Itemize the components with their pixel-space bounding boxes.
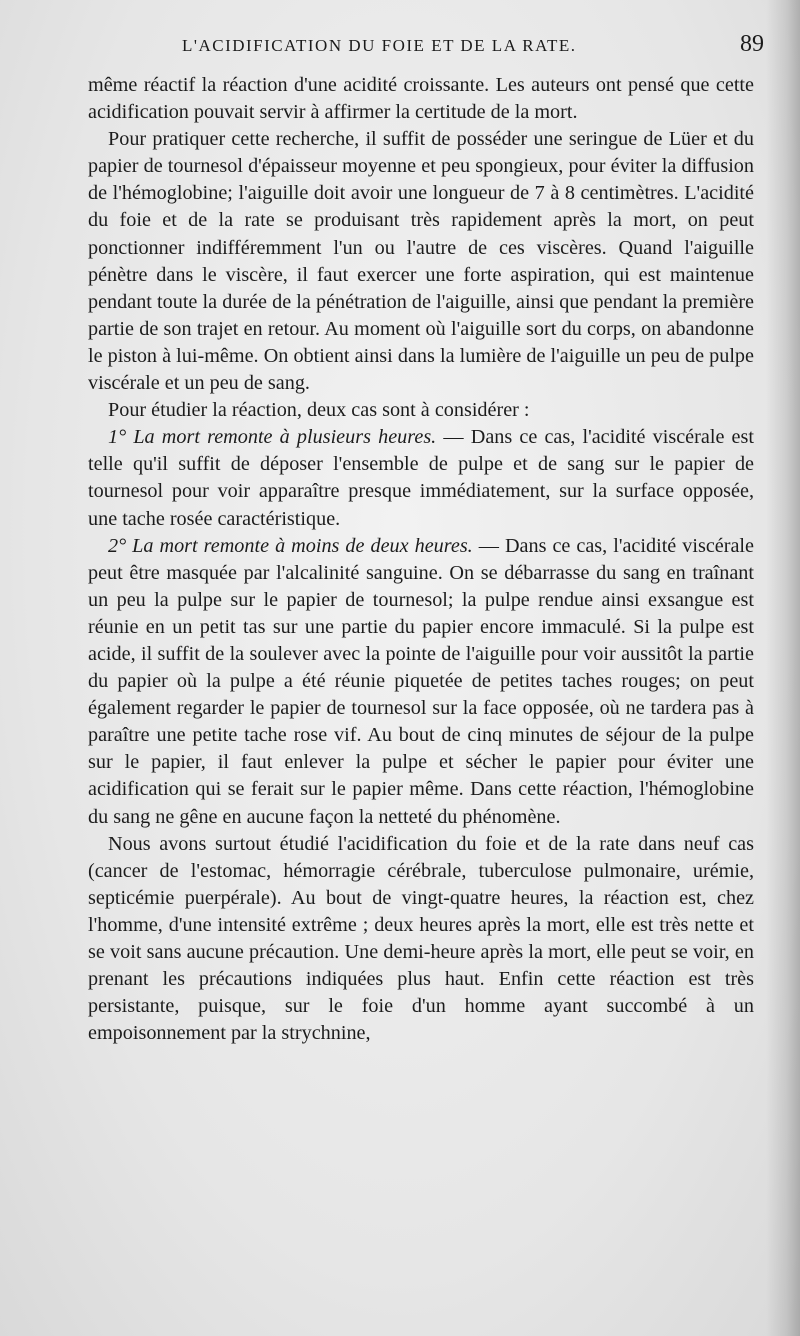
case-1-heading: 1° La mort remonte à plusieurs heures.	[108, 426, 437, 449]
paragraph-text: Nous avons surtout étudié l'acidification du foie et de la rate dans neuf cas (cancer de l'estomac, hémorragie cérébrale, tuberculose pulmonaire, urémie, septicémie puerpérale). Au bout de vingt-quatre heures, la réaction est, chez l'homme, d'une intensité extrême ; deux heures après la mort, elle est très nette et se voit sans aucune précaution. Une demi-heure après la mort, elle peut se voir, en prenant les précautions indiquées plus haut. Enfin cette réaction est très persistante, puisque, sur le foie d'un homme ayant succombé à un empoisonnement par la strychnine,	[88, 832, 754, 1045]
paragraph-text: même réactif la réaction d'une acidité croissante. Les auteurs ont pensé que cette acidification pouvait servir à affirmer la certitude de la mort.	[88, 74, 754, 124]
case-2-heading: 2° La mort remonte à moins de deux heures.	[108, 534, 473, 557]
paragraph-text: — Dans ce cas, l'acidité viscérale peut être masquée par l'alcalinité sanguine. On se débarrasse du sang en traînant un peu la pulpe sur le papier de tournesol; la pulpe rendue ainsi exsangue est réunie en un petit tas sur une partie du papier encore immaculé. Si la pulpe est acide, il suffit de la soulever avec la pointe de l'aiguille pour voir aussitôt la partie du papier où la pulpe a été réunie piquetée de petites taches rouges; on peut également regarder le papier de tournesol sur la face opposée, où ne tardera pas à paraître une petite tache rose vif. Au bout de cinq minutes de séjour de la pulpe sur le papier, il faut enlever la pulpe et sécher le papier pour éviter une acidification qui se ferait sur le papier même. Dans cette réaction, l'hémoglobine du sang ne gêne en aucune façon la netteté du phénomène.	[88, 534, 754, 828]
paragraph-cases-intro	[88, 397, 754, 424]
paragraph-continued	[88, 72, 754, 126]
paragraph-case-2	[88, 533, 754, 831]
paragraph-results	[88, 831, 754, 1048]
page-number: 89	[740, 31, 764, 57]
paragraph-method	[88, 126, 754, 397]
running-title: L'ACIDIFICATION DU FOIE ET DE LA RATE.	[182, 36, 577, 55]
paragraph-case-1	[88, 424, 754, 532]
paragraph-text: Pour pratiquer cette recherche, il suffit de posséder une seringue de Lüer et du papier de tournesol d'épaisseur moyenne et peu spongieux, pour éviter la diffusion de l'hémoglobine; l'aiguille doit avoir une longueur de 7 à 8 centimètres. L'acidité du foie et de la rate se produisant très rapidement après la mort, on peut ponctionner indifféremment l'un ou l'autre de ces viscères. Quand l'aiguille pénètre dans le viscère, il faut exercer une forte aspiration, qui est maintenue pendant toute la durée de la pénétration de l'aiguille, ainsi que pendant la première partie de son trajet en retour. Au moment où l'aiguille sort du corps, on abandonne le piston à lui-même. On obtient ainsi dans la lumière de l'aiguille un peu de pulpe viscérale et un peu de sang.	[88, 128, 754, 395]
body-text	[88, 72, 754, 1047]
page-edge-shadow	[766, 0, 800, 1336]
paragraph-text: — Dans ce cas, l'acidité viscérale est telle qu'il suffit de déposer l'ensemble de pulpe et de sang sur le papier de tournesol pour voir apparaître presque immédiatement, sur la surface opposée, une tache rosée caractéristique.	[88, 426, 754, 530]
paragraph-text: Pour étudier la réaction, deux cas sont à considérer :	[108, 399, 530, 422]
running-head	[88, 31, 768, 66]
